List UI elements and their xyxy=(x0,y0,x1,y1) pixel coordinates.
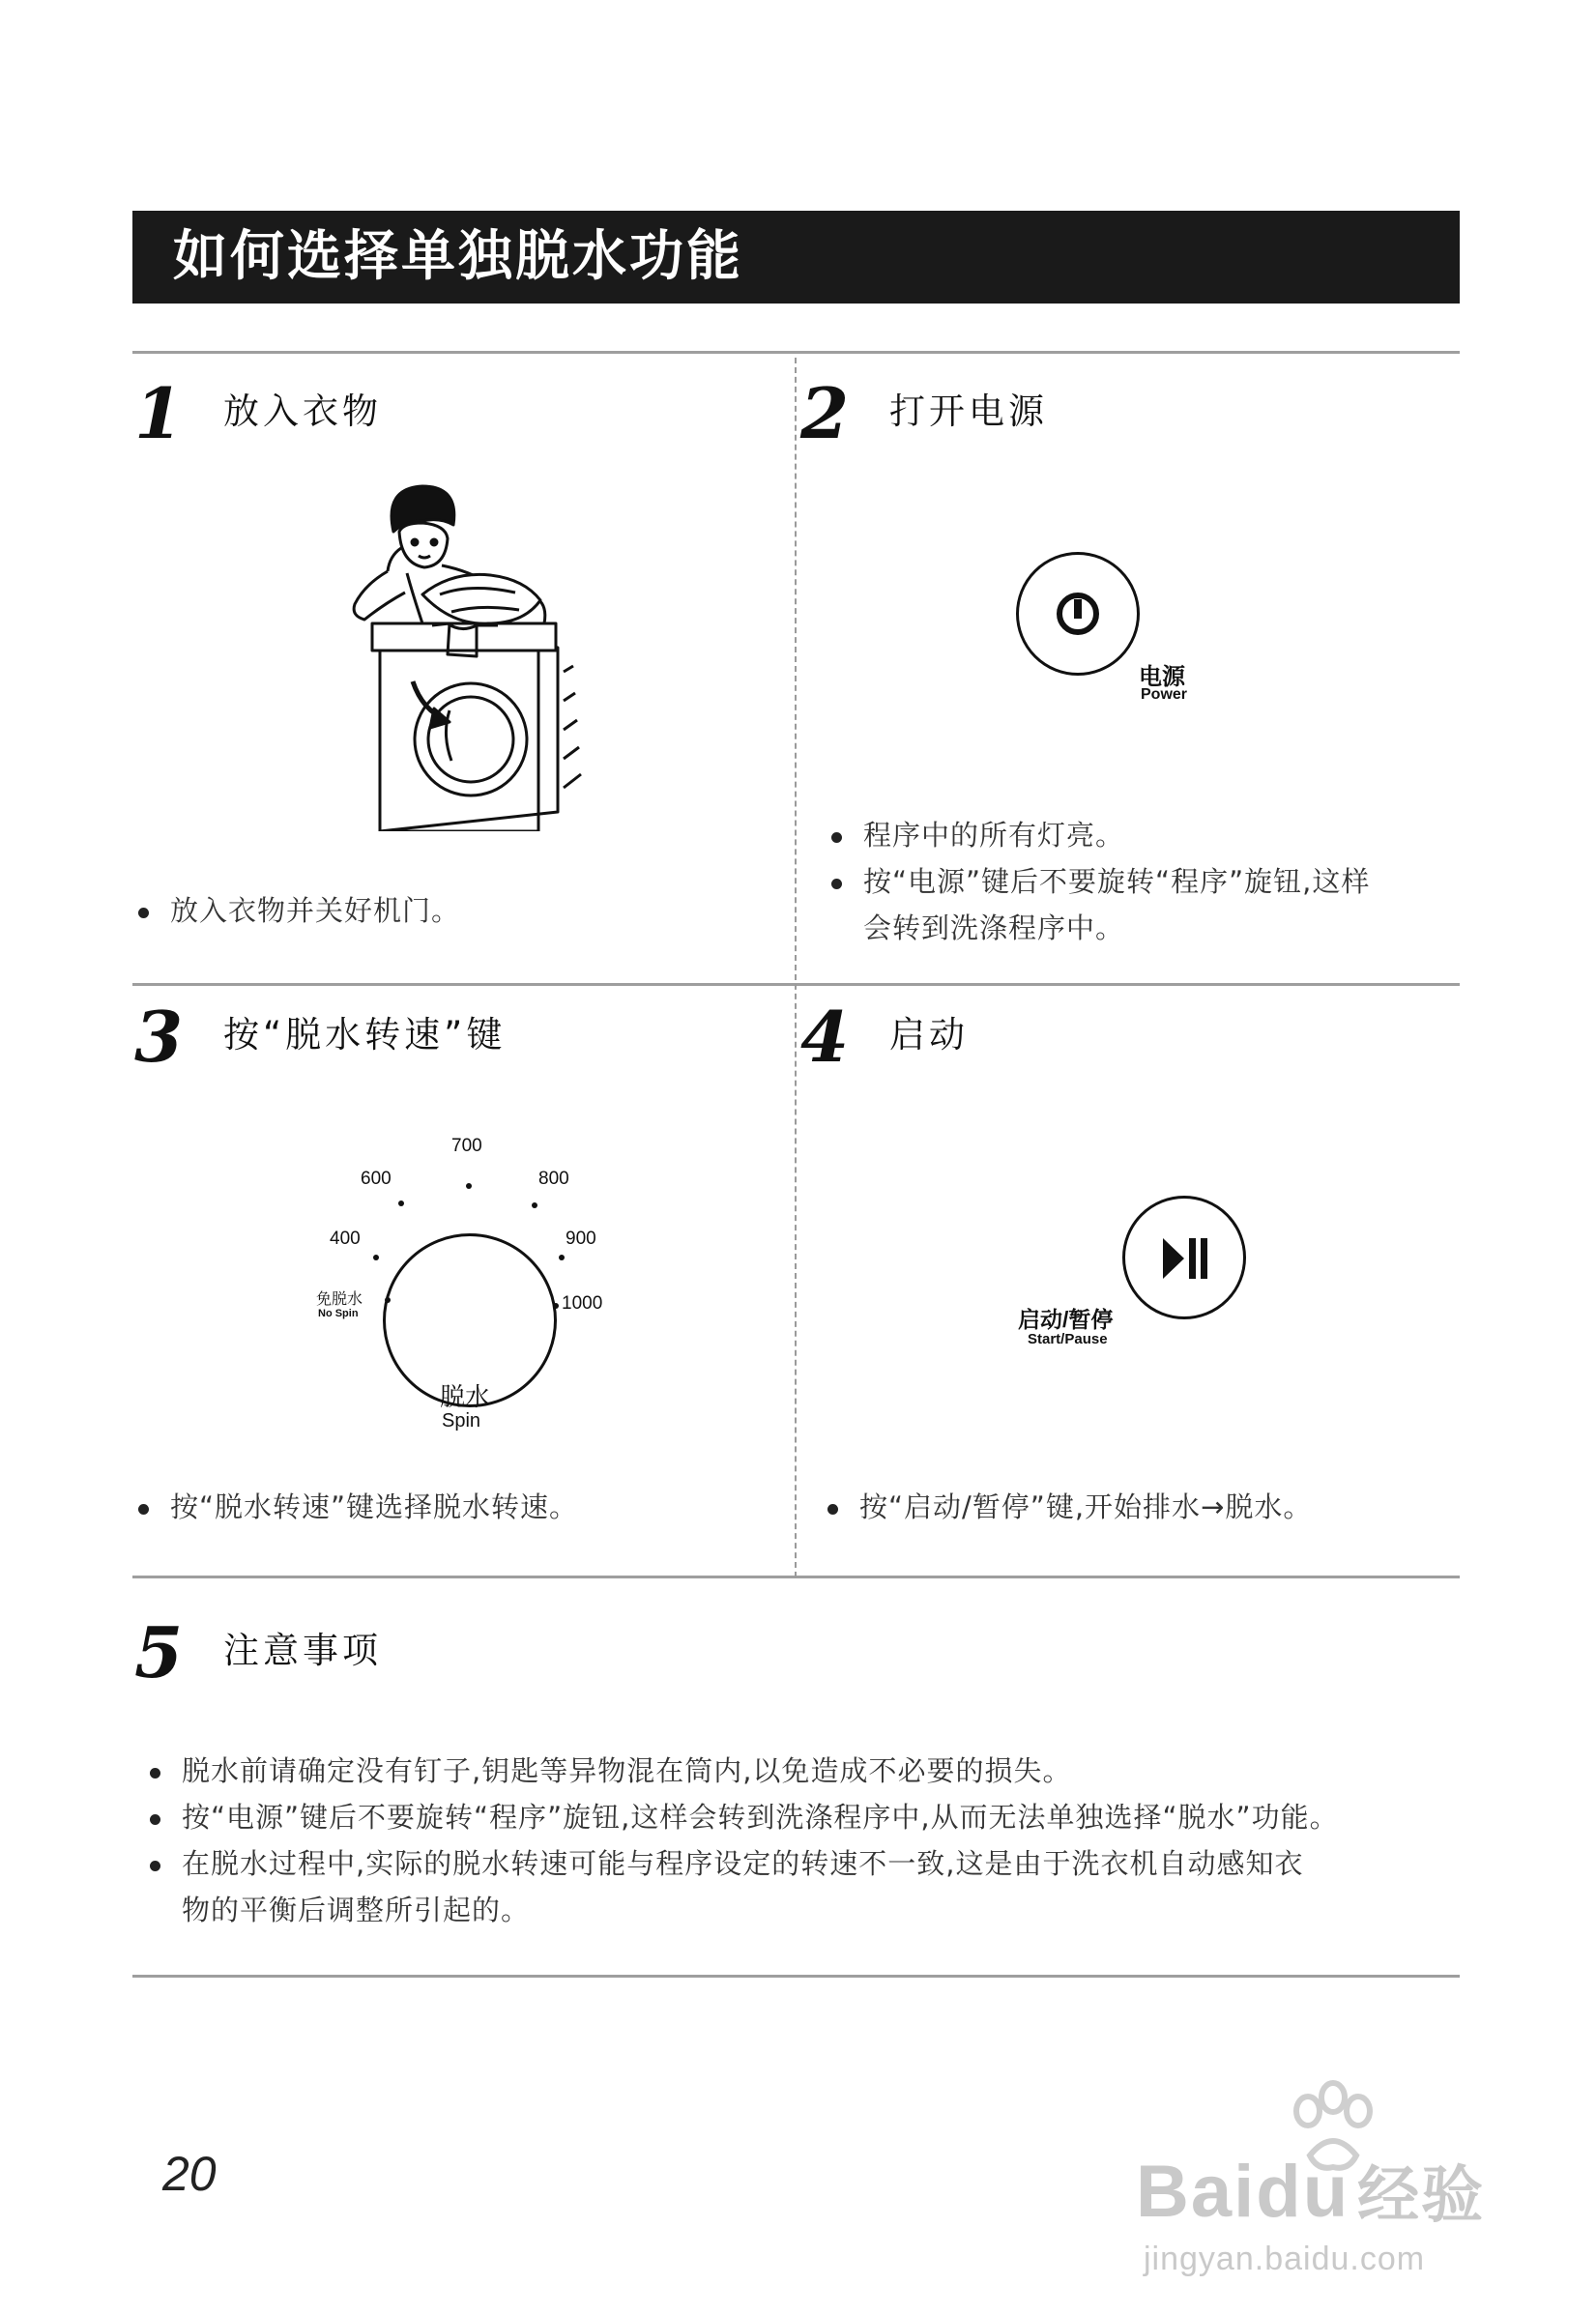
step-number: 5 xyxy=(134,1611,184,1693)
step-number: 4 xyxy=(800,996,850,1078)
bullet-list xyxy=(150,1748,1445,1933)
bullet-dot xyxy=(831,879,842,889)
play-pause-icon xyxy=(1161,1236,1209,1281)
dial-value-800: 800 xyxy=(538,1169,569,1189)
power-label-en: Power xyxy=(1141,686,1188,703)
step-title: 打开电源 xyxy=(889,390,1048,432)
step-number: 3 xyxy=(134,996,184,1078)
dial-value-600: 600 xyxy=(361,1169,392,1189)
bullet-item xyxy=(150,1748,1445,1794)
dial-value-900: 900 xyxy=(566,1229,596,1249)
bullet-item xyxy=(150,1840,1445,1933)
bullet-text-continued: 会转到洗涤程序中。 xyxy=(863,911,1125,944)
bullet-item xyxy=(138,887,460,934)
watermark-cn: 经验 xyxy=(1357,2160,1486,2230)
bullet-list xyxy=(831,812,1450,951)
bullet-dot xyxy=(138,1504,149,1515)
start-pause-label-en: Start/Pause xyxy=(1028,1331,1108,1347)
bullet-dot xyxy=(138,908,149,918)
baidu-jingyan-watermark xyxy=(1136,2078,1523,2300)
start-pause-label: 启动/暂停 xyxy=(1018,1307,1114,1332)
bullet-text: 放入衣物并关好机门。 xyxy=(170,894,461,927)
washing-machine-loading-illustration xyxy=(326,478,683,831)
bullet-text: 按“电源”键后不要旋转“程序”旋钮,这样会转到洗涤程序中,从而无法单独选择“脱水”功能。 xyxy=(182,1801,1339,1834)
dial-value-nospin: 免脱水 xyxy=(316,1291,363,1308)
step-3 xyxy=(132,991,790,1571)
bullet-item xyxy=(831,858,1450,951)
bullet-text: 按“启动/暂停”键,开始排水→脱水。 xyxy=(859,1490,1313,1523)
step-number: 1 xyxy=(134,372,184,454)
watermark-brand: Bai xyxy=(1136,2151,1257,2233)
divider-bottom xyxy=(132,1975,1460,1978)
step-title: 放入衣物 xyxy=(223,390,382,432)
column-divider xyxy=(795,358,797,1577)
dial-value-400: 400 xyxy=(330,1229,361,1249)
dial-label: 脱水 xyxy=(440,1382,491,1411)
watermark-brand-du: du xyxy=(1256,2151,1350,2233)
bullet-item xyxy=(138,1484,578,1530)
step-5 xyxy=(132,1585,1460,1967)
watermark-url: jingyan.baidu.com xyxy=(1144,2241,1426,2277)
bullet-text: 按“电源”键后不要旋转“程序”旋钮,这样 xyxy=(863,865,1371,898)
power-label: 电源 xyxy=(1139,664,1185,690)
start-pause-button[interactable] xyxy=(1122,1196,1246,1319)
bullet-item xyxy=(827,1484,1312,1530)
dial-value-nospin-en: No Spin xyxy=(318,1308,359,1319)
step-4 xyxy=(798,991,1460,1571)
dial-value-700: 700 xyxy=(451,1136,482,1156)
step-title: 注意事项 xyxy=(223,1630,382,1671)
step-title: 按“脱水转速”键 xyxy=(223,1014,507,1056)
bullet-dot xyxy=(150,1814,160,1825)
bullet-dot xyxy=(150,1768,160,1779)
power-icon xyxy=(1054,590,1102,638)
bullet-text: 程序中的所有灯亮。 xyxy=(863,819,1125,852)
bullet-text: 按“脱水转速”键选择脱水转速。 xyxy=(170,1490,579,1523)
power-button[interactable] xyxy=(1016,552,1140,676)
step-1 xyxy=(132,367,790,976)
step-2 xyxy=(798,367,1460,976)
bullet-dot xyxy=(827,1504,838,1515)
bullet-text: 脱水前请确定没有钉子,钥匙等异物混在筒内,以免造成不必要的损失。 xyxy=(182,1754,1072,1787)
step-title: 启动 xyxy=(889,1014,969,1056)
bullet-dot xyxy=(831,832,842,843)
title-bar xyxy=(132,211,1460,304)
page-title: 如何选择单独脱水功能 xyxy=(173,225,743,288)
bullet-item xyxy=(831,812,1450,858)
page-number: 20 xyxy=(162,2147,217,2201)
bullet-text-continued: 物的平衡后调整所引起的。 xyxy=(182,1894,531,1926)
dial-tick-dots xyxy=(326,1155,616,1319)
bullet-text: 在脱水过程中,实际的脱水转速可能与程序设定的转速不一致,这是由于洗衣机自动感知衣 xyxy=(182,1847,1304,1880)
step-number: 2 xyxy=(800,372,850,454)
bullet-item xyxy=(150,1794,1445,1840)
dial-label-en: Spin xyxy=(442,1410,481,1432)
bullet-dot xyxy=(150,1861,160,1871)
divider-top xyxy=(132,351,1460,354)
dial-value-1000: 1000 xyxy=(562,1293,603,1314)
